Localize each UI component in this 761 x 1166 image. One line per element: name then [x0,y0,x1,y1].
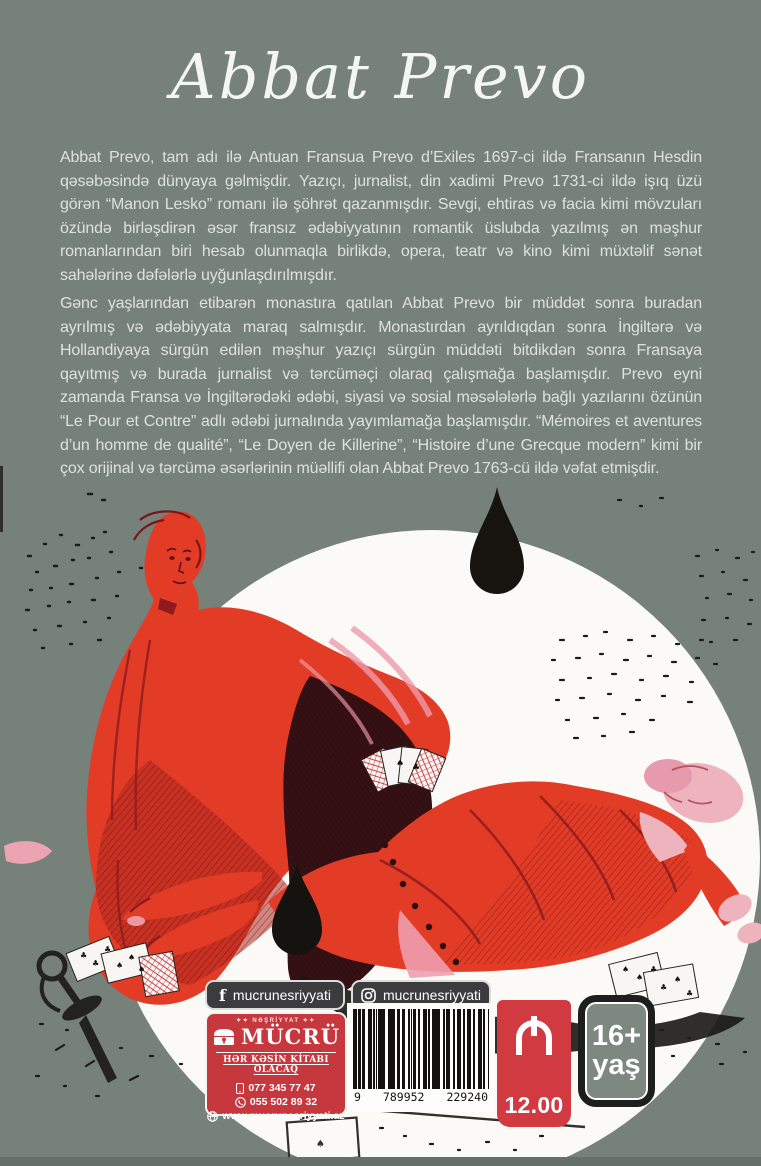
price-amount: 12.00 [504,1092,564,1118]
svg-text:♠: ♠ [138,965,146,974]
publisher-superscript: ✦✦ NƏŞRİYYAT ✦✦ [236,1018,316,1024]
barcode-digit-group: 229240 [446,1090,488,1104]
svg-text:♠: ♠ [636,973,644,982]
svg-text:♠: ♠ [396,759,405,769]
svg-text:♣: ♣ [660,983,668,992]
book-title: Abbat Prevo [170,40,591,113]
svg-text:♠: ♠ [622,965,630,974]
biography-paragraph-1: Abbat Prevo, tam adı ilə Antuan Fransua Prevo d’Exiles 1697-ci ildə Fransanın Hesdin qəsəbəsində dünyaya gəlmişdir. Yazıçı, jurnalist, din xadimi Prevo 1731-ci ildə işıq üzü görən “Manon Lesko” romanı ilə şöhrət qazanmışdır. Sevgi, ehtiras və facia kimi mövzuları özündə birləşdirən əsər fransız ədəbiyyatının romantik üslubda yazılmış ən məşhur romanlarından biri hesab olunmaqla birlikdə, opera, teatr və kino kimi müxtəlif sənət sahələrinə dəfələrlə uyğunlaşdırılmışdır. [60,149,702,284]
svg-text:♠: ♠ [674,975,682,984]
svg-text:♣: ♣ [686,989,694,998]
barcode-digit-group: 789952 [382,1090,425,1104]
mobile-phone-icon [236,1083,244,1094]
barcode [353,1009,489,1089]
svg-text:♣: ♣ [650,965,658,974]
instagram-handle: mucrunesriyyati [382,987,482,1003]
publisher-phone-whatsapp: 055 502 89 32 [249,1095,318,1108]
svg-text:♠: ♠ [316,1139,325,1150]
man-hand-pink [4,841,52,864]
whatsapp-icon [235,1097,246,1108]
price-tag [497,1000,571,1127]
facebook-handle: mucrunesriyyati [232,987,331,1003]
publisher-chest-icon [212,1027,236,1046]
blood-drop-top [470,487,524,594]
age-rating-badge [578,995,655,1107]
divider [216,1052,336,1053]
facebook-icon: f [219,985,226,1005]
manat-icon [512,1014,556,1056]
biography-paragraph-2: Gənc yaşlarından etibarən monastıra qatılan Abbat Prevo bir müddət sonra buradan ayrılmış və ədəbiyyata maraq salmışdır. Monastırdan ayrıldıqdan sonra İngiltərə və Hollandiyaya sürgün edilən məşhur yazıçı sürgün müddəti bitdikdən sonra Fransaya qayıtmış və burada jurnalist və tərcüməçi olaraq çalışmağa başlamışdır. Prevo eyni zamanda Fransa və İngiltərədəki ədəbi, siyasi və sosial məsələlərlə bağlı yazılarını özünün “Le Pour et Contre” adlı ədəbi jurnalında yayımlamağa başlamışdır. “Mémoires et aventures d’un homme de qualité”, “Le Doyen de Killerine”, “Histoire d’une Grecque modern” kimi bir çox orijinal və tərcümə əsərlərinin müəllifi olan Abbat Prevo 1763-cü ildə vəfat etmişdir. [60,295,702,478]
svg-text:♣: ♣ [104,945,112,954]
svg-text:♠: ♠ [128,953,136,962]
barcode-digit-group: 9 [354,1090,361,1104]
barcode-box [347,1003,495,1112]
grunge-speckles-left [26,494,142,648]
edge-mark [0,466,3,532]
age-rating-label: yaş [592,1049,641,1081]
svg-text:♠: ♠ [116,961,124,970]
barcode-digits [353,1089,489,1104]
age-rating-number: 16+ [591,1020,642,1052]
publisher-name: MÜCRÜ [240,1024,341,1049]
instagram-icon [361,988,376,1003]
svg-text:♣: ♣ [80,951,88,960]
globe-icon [207,1111,218,1122]
publisher-website: www.mucrunesriyyati.az [222,1109,345,1122]
svg-text:♣: ♣ [412,763,421,773]
bottom-strip [0,1157,761,1166]
publisher-phone-mobile: 077 345 77 47 [248,1082,316,1094]
publisher-tagline: HƏR KƏSİN KİTABI OLACAQ [223,1055,329,1075]
publisher-box [205,1012,347,1122]
facebook-badge [205,980,345,1010]
svg-text:♣: ♣ [92,959,100,968]
